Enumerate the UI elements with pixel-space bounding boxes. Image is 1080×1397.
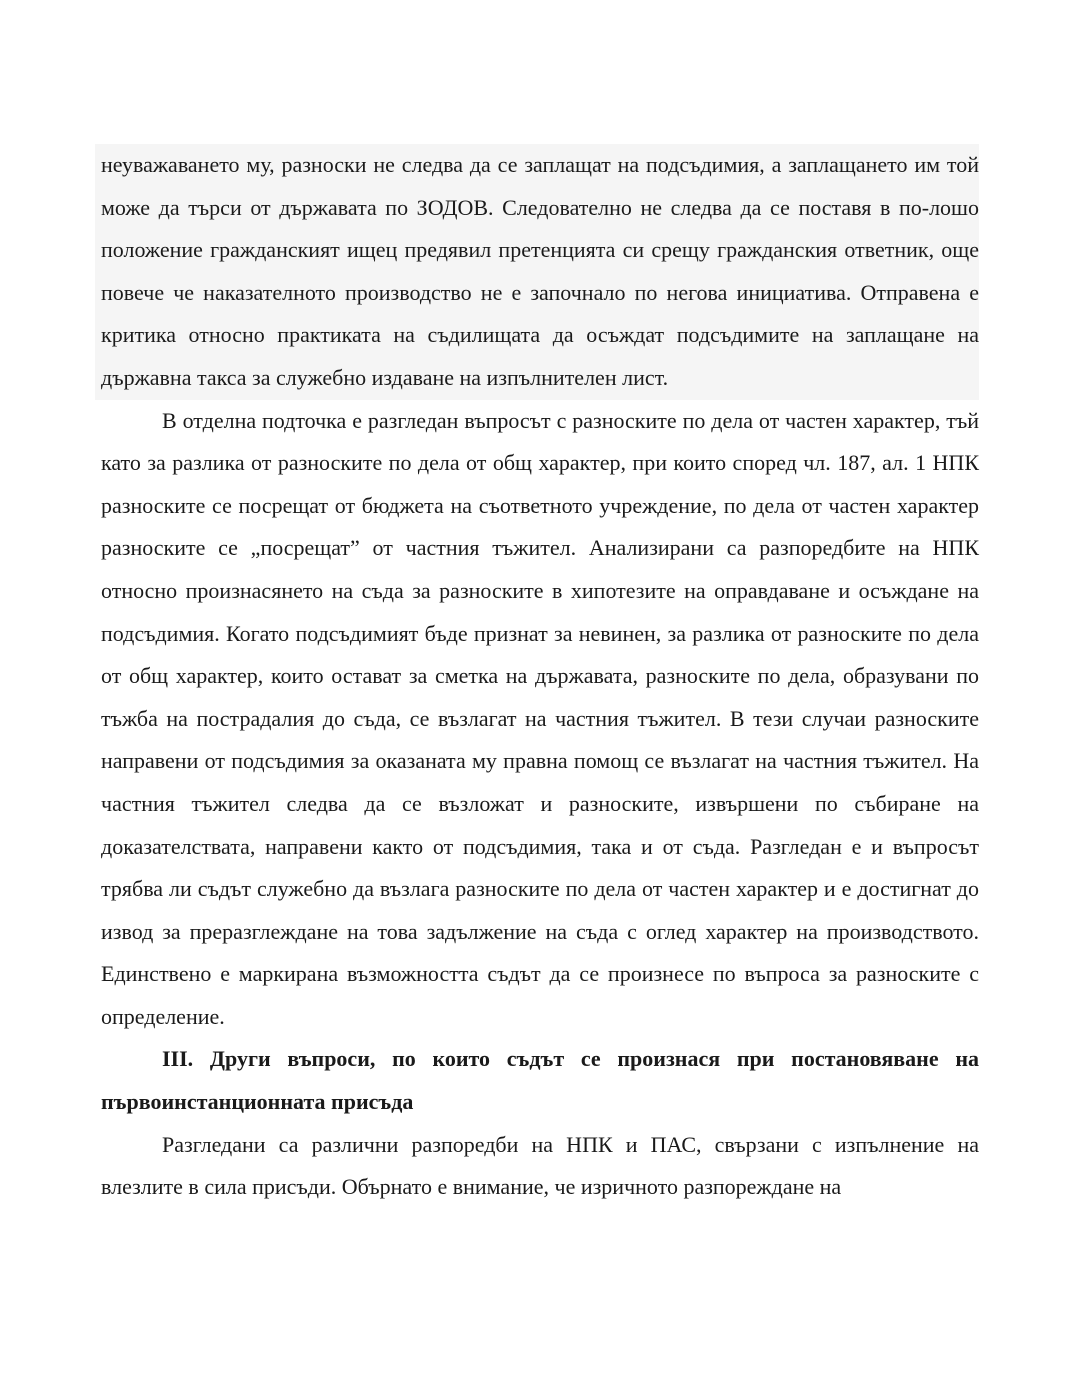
paragraph-execution-provisions: Разгледани са различни разпоредби на НПК и ПАС, свързани с изпълнение на влезлите в сила присъди. Обърнато е внимание, че изричното разпореждане на [101, 1131, 979, 1200]
section-heading-iii: III. Други въпроси, по които съдът се произнася при постановяване на първоинстанционната присъда [101, 1046, 979, 1115]
document-page [101, 144, 979, 1209]
paragraph-private-cases-costs: В отделна подточка е разгледан въпросът с разноските по дела от частен характер, тъй като за разлика от разноските по дела от общ характер, при които според чл. 187, ал. 1 НПК разноските се посрещат от бюджета на съответното учреждение, по дела от частен характер разноските се „посрещат” от частния тъжител. Анализирани са разпоредбите на НПК относно произнасянето на съда за разноските в хипотезите на оправдаване и осъждане на подсъдимия. Когато подсъдимият бъде признат за невинен, за разлика от разноските по дела от общ характер, които остават за сметка на държавата, разноските по дела, образувани по тъжба на пострадалия до съда, се възлагат на частния тъжител. В тези случаи разноските направени от подсъдимия за оказаната му правна помощ се възлагат на частния тъжител. На частния тъжител следва да се възложат и разноските, извършени по събиране на доказателствата, направени както от подсъдимия, така и от съда. Разгледан е и въпросът трябва ли съдът служебно да възлага разноските по дела от частен характер и е достигнат до извод за преразглеждане на това задължение на съда с оглед характер на производството. Единствено е маркирана възможността съдът да се произнесе по въпроса за разноските с определение. [101, 407, 979, 1029]
paragraph-costs-civil-claimant: неуважаването му, разноски не следва да се заплащат на подсъдимия, а заплащането им той може да търси от държавата по ЗОДОВ. Следователно не следва да се поставя в по-лошо положение гражданският ищец предявил претенцията си срещу гражданския ответник, още повече че наказателното производство не е започнало по негова инициатива. Отправена е критика относно практиката на съдилищата да осъждат подсъдимите на заплащане на държавна такса за служебно издаване на изпълнителен лист. [95, 144, 979, 400]
